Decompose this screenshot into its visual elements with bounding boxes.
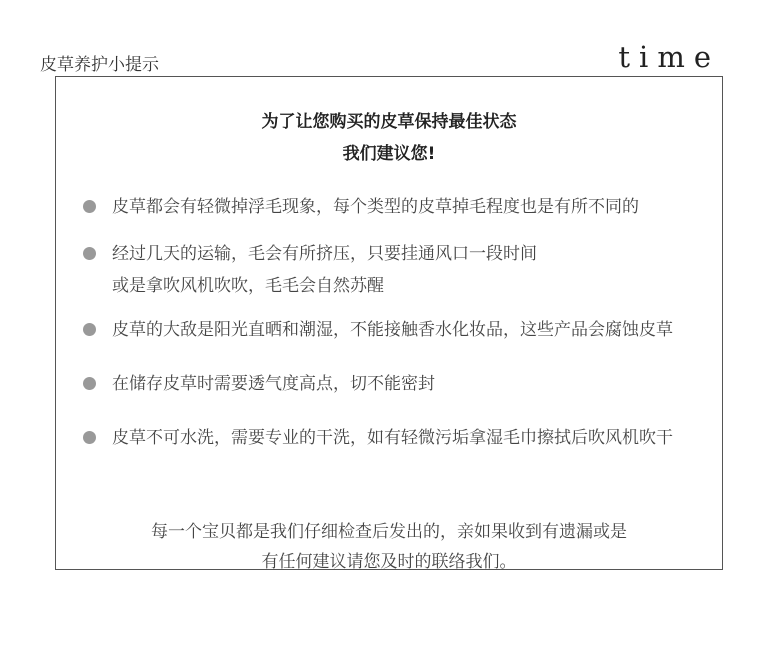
tip-text: 皮草的大敌是阳光直晒和潮湿，不能接触香水化妆品，这些产品会腐蚀皮草 (112, 320, 673, 340)
tip-text: 皮草不可水洗，需要专业的干洗，如有轻微污垢拿湿毛巾擦拭后吹风机吹干 (112, 428, 673, 448)
bullet-dot-icon (83, 200, 96, 213)
bullet-dot-icon (83, 247, 96, 260)
bullet-dot-icon (83, 323, 96, 336)
page-title: 皮草养护小提示 (40, 55, 159, 75)
footer-note-line-2: 有任何建议请您及时的联络我们。 (261, 552, 517, 572)
time-label: time (618, 40, 720, 74)
card-heading-line-2: 我们建议您! (342, 144, 436, 164)
footer-note-line-1: 每一个宝贝都是我们仔细检查后发出的，亲如果收到有遗漏或是 (151, 522, 627, 542)
bullet-dot-icon (83, 377, 96, 390)
tip-text: 皮草都会有轻微掉浮毛现象，每个类型的皮草掉毛程度也是有所不同的 (112, 197, 639, 217)
tip-text: 在储存皮草时需要透气度高点，切不能密封 (112, 374, 435, 394)
tip-text-continued: 或是拿吹风机吹吹，毛毛会自然苏醒 (112, 276, 384, 296)
card-heading-line-1: 为了让您购买的皮草保持最佳状态 (261, 112, 517, 132)
care-tips-card (55, 76, 723, 570)
bullet-dot-icon (83, 431, 96, 444)
tip-text: 经过几天的运输，毛会有所挤压，只要挂通风口一段时间 (112, 244, 537, 264)
